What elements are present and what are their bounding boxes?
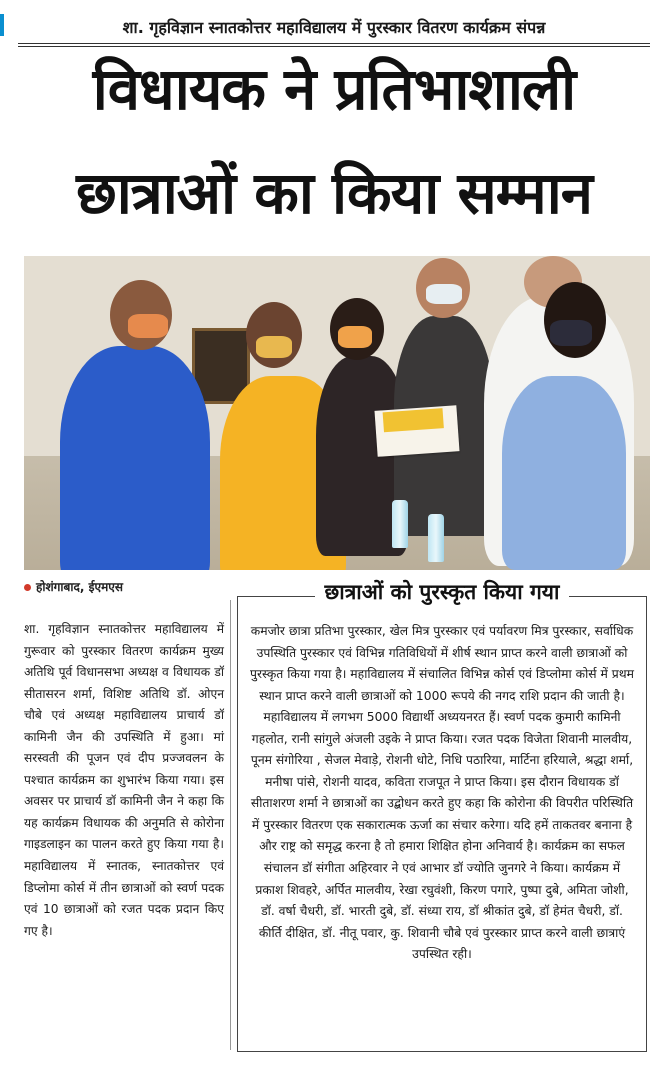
byline (24, 578, 123, 595)
photo-award-envelope (374, 405, 459, 457)
photo-mask (128, 314, 168, 338)
photo-person-blue-saree (60, 346, 210, 570)
photo-mask (256, 336, 292, 358)
photo-mask (550, 320, 592, 346)
kicker-headline: शा. गृहविज्ञान स्नातकोत्तर महाविद्यालय में पुरस्कार वितरण कार्यक्रम संपन्न (122, 18, 546, 37)
photo-person-student (502, 376, 626, 570)
byline-text: होशंगाबाद, ईएमएस (36, 580, 124, 594)
top-rule-double (18, 46, 650, 47)
photo-water-bottle (392, 500, 408, 548)
byline-dot-icon (24, 584, 31, 591)
sidebar-box-title: छात्राओं को पुरस्कृत किया गया (315, 578, 570, 606)
column-divider (230, 600, 231, 1050)
photo-envelope-band (383, 408, 444, 432)
top-rule (18, 43, 650, 44)
article-left-column: शा. गृहविज्ञान स्नातकोत्तर महाविद्यालय में गुरूवार को पुरस्कार वितरण कार्यक्रम मुख्य अतिथि पूर्व विधानसभा अध्यक्ष व विधायक डॉ सीतासरन शर्मा, विशिष्ट अतिथि डॉ. ओएन चौबे एवं अध्यक्ष महाविद्यालय प्राचार्य डॉ कामिनी जैन की उपस्थिति में हुआ। मां सरस्वती की पूजन एवं दीप प्रज्जवलन के पश्चात कार्यक्रम का शुभारंभ किया गया। इस अवसर पर प्राचार्य डॉ कामिनी जैन ने कहा कि यह कार्यक्रम विधायक की अनुमति से कोरोना गाइडलाइन का पालन करते हुए किया गया है। महाविद्यालय में स्नातक, स्नातकोत्तर एवं डिप्लोमा कोर्स में तीन छात्राओं को स्वर्ण पदक एवं 10 छात्राओं को रजत पदक प्रदान किए गए है। (24, 622, 224, 938)
sidebar-box-text: कमजोर छात्रा प्रतिभा पुरस्कार, खेल मित्र पुरस्कार एवं पर्यावरण मित्र पुरस्कार, सर्वाधिक उपस्थिति पुरस्कार एवं विभिन्न गतिविधियों में शीर्ष स्थान प्राप्त करने वाली छात्राओं को पुरस्कृत किया गया है। महाविद्यालय में संचालित विभिन्न कोर्स एवं डिप्लोमा कोर्स में प्रथम स्थान प्राप्त करने वाली छात्राओं को 1000 रूपये की नगद राशि प्रदान की जाती है। महाविद्यालय में लगभग 5000 विद्यार्थी अध्ययनरत हैं। स्वर्ण पदक कुमारी कामिनी गहलोत, रानी सांगुले अंजली उइके ने प्राप्त किया। रजत पदक विजेता शिवानी मालवीय, पूनम संगोरिया , सेजल मेवाड़े, रोशनी धोटे, निधि पठारिया, मार्टिना हरियाले, श्रद्धा शर्मा, मनीषा पांसे, रोशनी यादव, कविता राजपूत ने प्राप्त किया। इस दौरान विधायक डॉ सीताशरण शर्मा ने छात्राओं का उद्बोधन करते हुए कहा कि कोरोना की विपरीत परिस्थिति में पुरस्कार वितरण एक सकारात्मक ऊर्जा का संचार करेगा। यदि हमें ताकतवर बनाना है और राष्ट्र को समृद्ध करना है तो हमारा शिक्षित होना अनिवार्य है। कार्यक्रम का सफल संचालन डॉ संगीता अहिरवार ने एवं आभार डॉ ज्योति जुनगरे ने किया। कार्यक्रम में प्रकाश शिवहरे, अर्पित मालवीय, रेखा रघुवंशी, किरण पगारे, पुष्पा दुबे, अमिता जोशी, डॉ. वर्षा चैधरी, डॉ. भारती दुबे, डॉ. संध्या राय, डॉ श्रीकांत दुबे, डॉ हेमंत चैधरी, डॉ. कीर्ति दीक्षित, डॉ. नीतू पवार, कु. शिवानी चौबे एवं पुरस्कार प्राप्त करने वाली छात्राएं उपस्थित रही। (250, 624, 634, 962)
news-photo (24, 256, 650, 570)
photo-mask (338, 326, 372, 348)
photo-head (246, 302, 302, 368)
sidebar-box-title-wrap (237, 578, 647, 606)
photo-mask (426, 284, 462, 304)
headline-line-1: विधायक ने प्रतिभाशाली (92, 55, 576, 123)
headline-line-2: छात्राओं का किया सम्मान (76, 159, 592, 227)
accent-bar (0, 14, 4, 36)
photo-water-bottle (428, 514, 444, 562)
